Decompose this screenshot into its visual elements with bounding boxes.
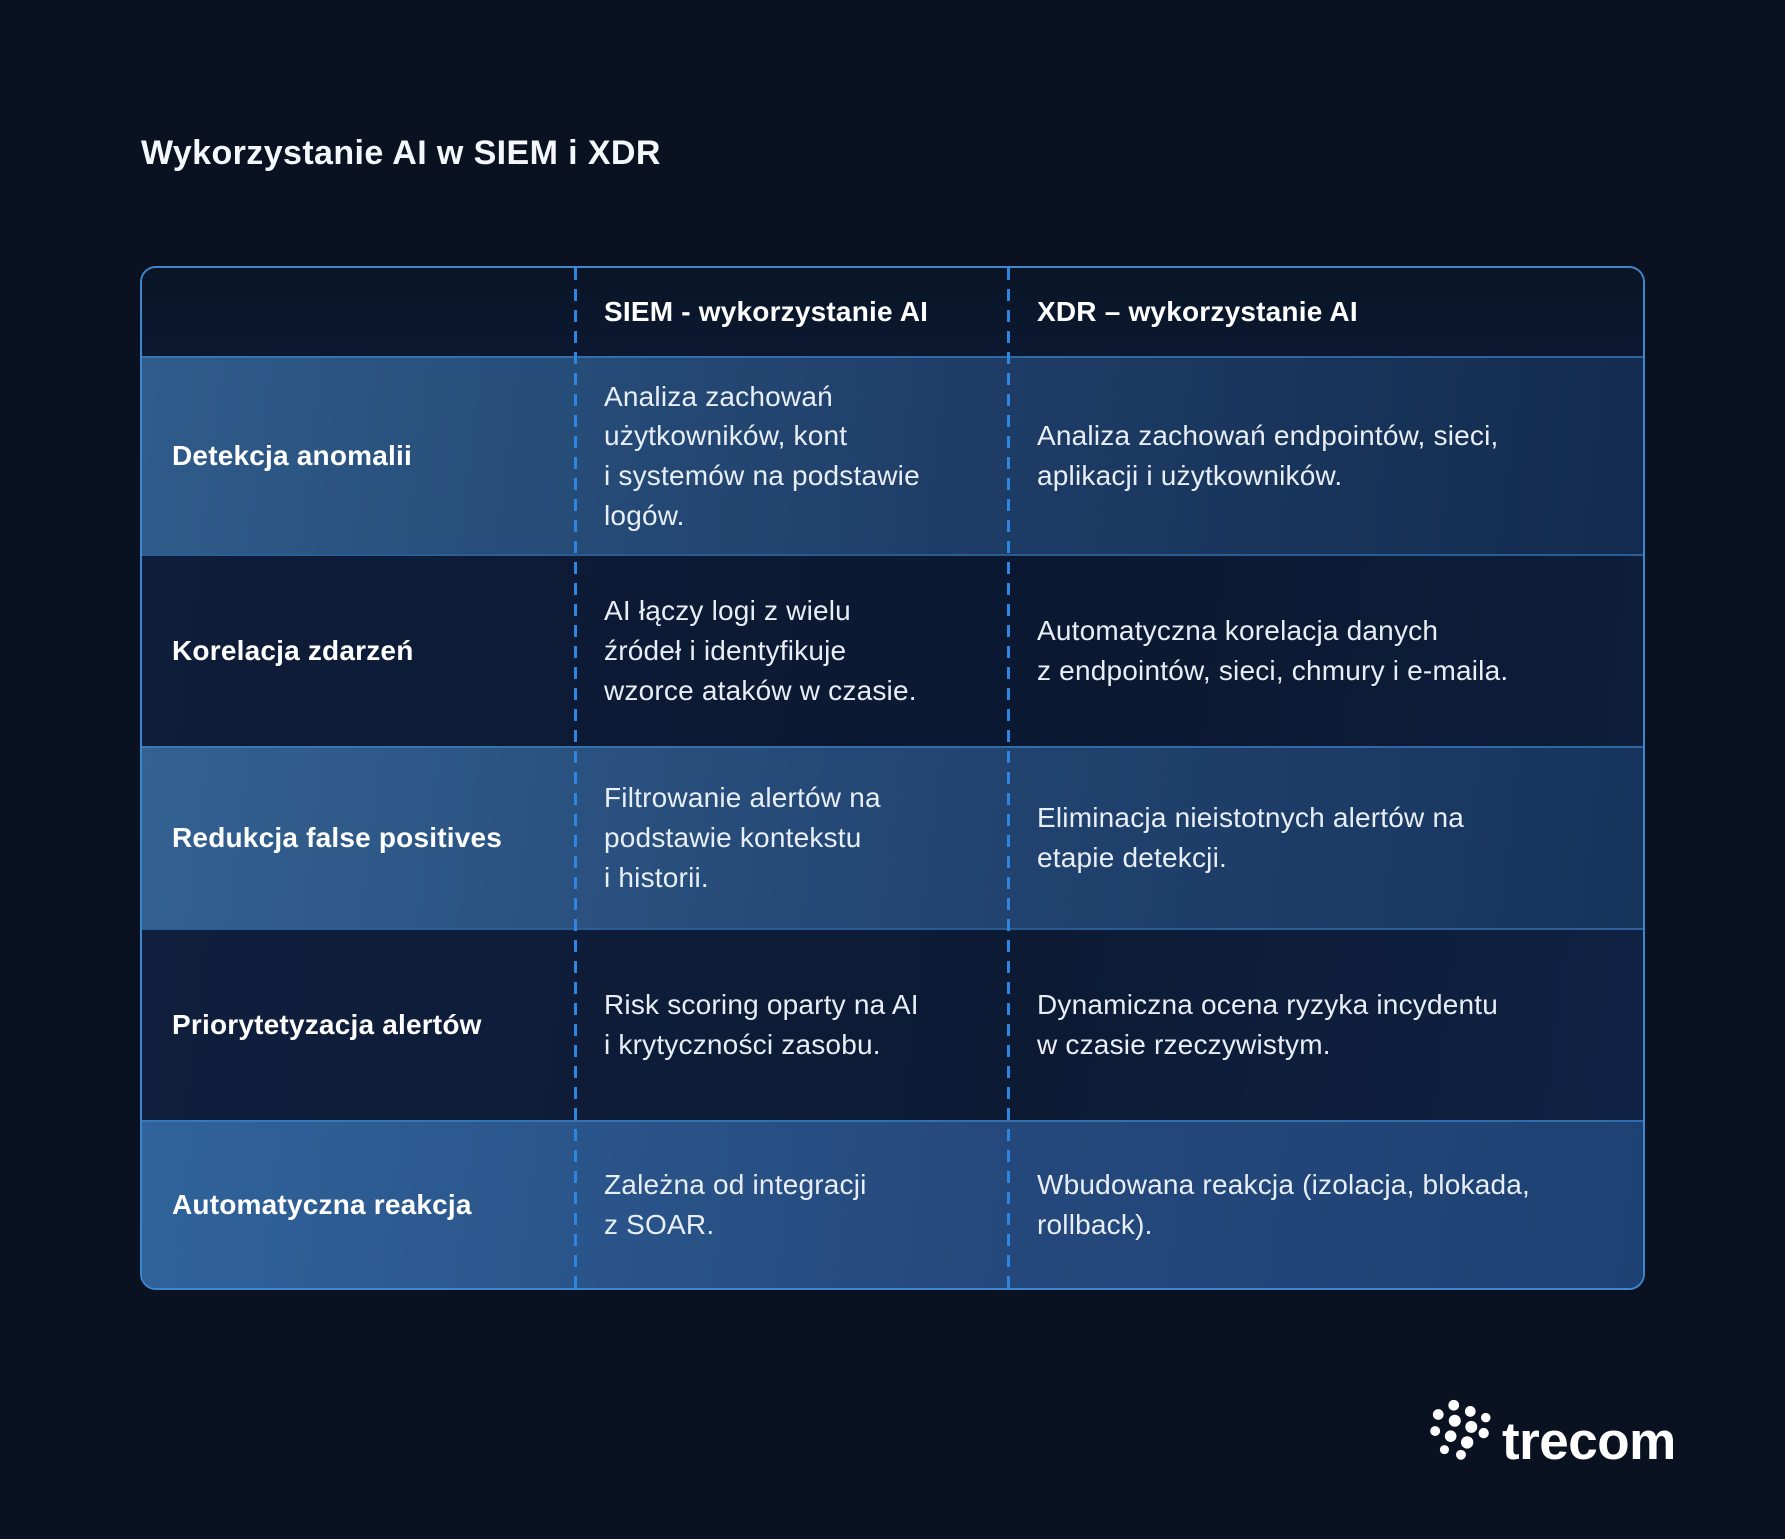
xdr-cell-text: Wbudowana reakcja (izolacja, blokada, rollback). <box>1037 1169 1530 1240</box>
siem-cell <box>574 748 1007 928</box>
siem-cell-text: Filtrowanie alertów na podstawie kontekstu i historii. <box>604 782 881 893</box>
row-label-cell <box>142 930 574 1120</box>
xdr-cell <box>1007 556 1643 746</box>
row-label-cell <box>142 556 574 746</box>
table-row <box>142 928 1643 1120</box>
xdr-cell <box>1007 1122 1643 1288</box>
siem-cell-text: Risk scoring oparty na AI i krytyczności zasobu. <box>604 989 919 1060</box>
siem-cell <box>574 358 1007 554</box>
xdr-cell <box>1007 748 1643 928</box>
siem-header-label: SIEM - wykorzystanie AI <box>604 296 929 327</box>
xdr-cell <box>1007 930 1643 1120</box>
page-title: Wykorzystanie AI w SIEM i XDR <box>141 134 661 172</box>
siem-cell-text: AI łączy logi z wielu źródeł i identyfikuje wzorce ataków w czasie. <box>604 595 917 706</box>
row-label: Redukcja false positives <box>172 822 503 853</box>
row-label-cell <box>142 358 574 554</box>
table-row <box>142 746 1643 928</box>
xdr-cell <box>1007 358 1643 554</box>
row-label: Priorytetyzacja alertów <box>172 1009 482 1040</box>
row-label-cell <box>142 748 574 928</box>
comparison-table <box>140 266 1645 1290</box>
trecom-logo <box>1430 1398 1676 1471</box>
table-row <box>142 356 1643 554</box>
header-cell-feature <box>142 268 574 356</box>
row-label: Automatyczna reakcja <box>172 1189 472 1220</box>
logo-wordmark: trecom <box>1502 1412 1676 1471</box>
table-row <box>142 554 1643 746</box>
siem-cell <box>574 1122 1007 1288</box>
table-row <box>142 1120 1643 1288</box>
row-label-cell <box>142 1122 574 1288</box>
siem-cell-text: Analiza zachowań użytkowników, kont i systemów na podstawie logów. <box>604 380 920 531</box>
header-cell-siem <box>574 268 1007 356</box>
row-label: Korelacja zdarzeń <box>172 635 414 666</box>
logo-dots-icon <box>1430 1398 1494 1462</box>
siem-cell <box>574 556 1007 746</box>
xdr-cell-text: Dynamiczna ocena ryzyka incydentu w czasie rzeczywistym. <box>1037 989 1499 1060</box>
siem-cell-text: Zależna od integracji z SOAR. <box>604 1169 867 1240</box>
xdr-header-label: XDR – wykorzystanie AI <box>1037 296 1358 327</box>
column-divider-icon <box>574 268 577 1288</box>
xdr-cell-text: Eliminacja nieistotnych alertów na etapie detekcji. <box>1037 802 1465 873</box>
row-label: Detekcja anomalii <box>172 440 412 471</box>
xdr-cell-text: Analiza zachowań endpointów, sieci, aplikacji i użytkowników. <box>1037 420 1499 491</box>
column-divider-icon <box>1007 268 1010 1288</box>
siem-cell <box>574 930 1007 1120</box>
header-row <box>142 268 1643 356</box>
header-cell-xdr <box>1007 268 1643 356</box>
xdr-cell-text: Automatyczna korelacja danych z endpointów, sieci, chmury i e-maila. <box>1037 615 1509 686</box>
